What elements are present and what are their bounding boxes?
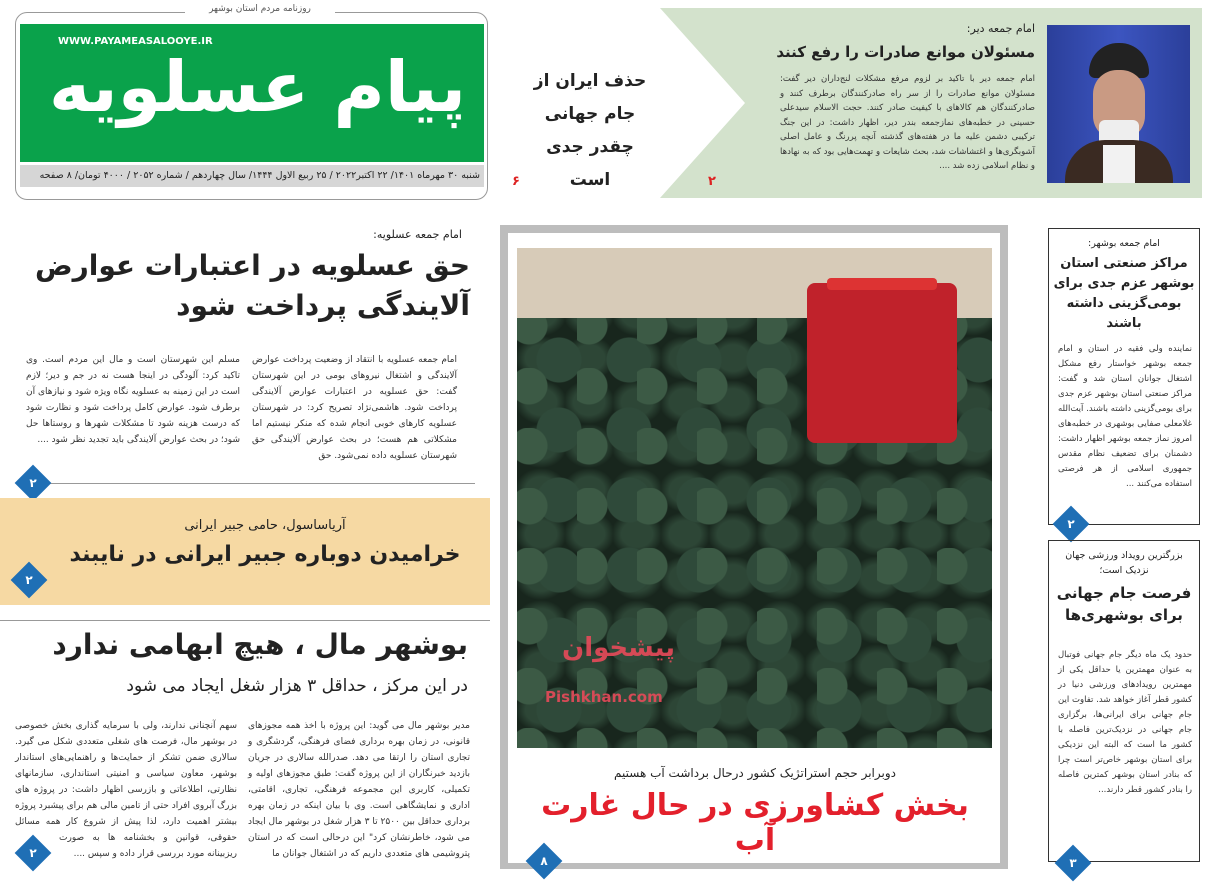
website: WWW.PAYAMEASALOOYE.IR — [58, 36, 213, 47]
top-story-page: ۲ — [708, 174, 716, 189]
portrait — [1047, 25, 1190, 183]
side2-body: حدود یک ماه دیگر جام جهانی فوتبال به عنوان مهمترین یا حداقل یکی از مهمترین رویدادهای ورزشی دنیا در کشور قطر آغاز خواهد شد. تفاوت این جام جهانی برای ایرانی‌ها، برگزاری جام جهانی در نزدیک‌ترین فاصله با کشور ما است که البته این نزدیکی برای استان بوشهر خاص‌تر است چرا که بنادر استان بوشهر کمترین فاصله را بنادر کشور قطر دارند... — [1058, 650, 1192, 795]
photo-title[interactable]: بخش کشاورزی در حال غارت آب — [541, 788, 969, 858]
side1-title[interactable]: مراکز صنعتی استان بوشهر عزم جدی برای بومی‌گزینی داشته باشند — [1053, 256, 1195, 331]
side2-title[interactable]: فرصت جام جهانی برای بوشهری‌ها — [1056, 584, 1192, 624]
band-kicker: آریاساسول، حامی جبیر ایرانی — [184, 518, 346, 533]
side1-body: نماینده ولی فقیه در استان و امام جمعه بوشهر خواستار رفع مشکل اشتغال جوانان استان شد و گفت: مراکز صنعتی استان بوشهر عزم جدی برای بومی‌گزینی داشته باشند. آیت‌الله غلامعلی صفایی بوشهری در خطبه‌های امروز نماز جمعه بوشهر اظهار داشت: دشمنان برای تضعیف نظام مقدس جمهوری اسلامی از هر فرصتی استفاده می‌کنند ... — [1058, 344, 1192, 489]
divider — [45, 483, 475, 484]
mall-subtitle: در این مرکز ، حداقل ۳ هزار شغل ایجاد می شود — [126, 676, 468, 696]
page-badge: ۸ — [526, 843, 563, 880]
mall-col-1: مدیر بوشهر مال می گوید: این پروژه با اخذ همه مجوزهای قانونی، در زمان بهره برداری فضای فرهنگی، گردشگری و تجاری استان را ارتقا می دهد. صدرالله سالاری در جریان بازدید خبرنگاران از این پروژه گفت: طبق مجوزهای اولیه و تکمیلی، کاربری این مجموعه فرهنگی، تجاری، اقامتی، اداری و نمایشگاهی است. وی با بیان اینکه در زمان بهره برداری حداقل بین ۲۵۰۰ تا ۳ هزار شغل در بوشهر مال ایجاد می شود، خاطرنشان کرد" این درحالی است که در استان پتروشیمی های متعددی داریم که در اشتغال جوانان ما — [248, 721, 470, 859]
teaser-page: ۶ — [512, 174, 520, 189]
page-badge: ۲ — [11, 562, 48, 599]
watermark-fa: پیشخوان — [562, 633, 675, 663]
page-badge: ۲ — [1053, 506, 1090, 543]
page-badge: ۲ — [15, 835, 52, 872]
lead-title[interactable]: حق عسلویه در اعتبارات عوارض آلایندگی پرداخت شود — [34, 249, 470, 322]
band-title[interactable]: خرامیدن دوباره جبیر ایرانی در نایبند — [69, 542, 461, 567]
dateline: شنبه ۳۰ مهرماه ۱۴۰۱/ ۲۲ اکتبر۲۰۲۲ / ۲۵ ربیع الاول ۱۴۴۴/ سال چهاردهم / شماره ۲۰۵۲ / ۴۰۰۰ تومان/ ۸ صفحه — [20, 165, 484, 187]
lead-kicker: امام جمعه عسلویه: — [373, 228, 462, 241]
lead-col-1: امام جمعه عسلویه با انتقاد از وضعیت پرداخت عوارض آلایندگی و اشتغال نیروهای بومی در این شهرستان گفت: حق عسلویه در اعتبارات عوارض آلایندگی پرداخت شود. هاشمی‌نژاد تصریح کرد: در شهرستان عسلویه کارهای خوبی انجام شده که منکر نیستیم اما مشکلاتی هم هست؛ در بحث عوارض آلایندگی حق شهرستان عسلویه داده نمی‌شود. حق — [252, 355, 457, 461]
page-badge: ۳ — [1055, 845, 1092, 882]
page-badge: ۲ — [15, 465, 52, 502]
watermelon-photo[interactable] — [517, 248, 992, 748]
teaser-title[interactable]: حذف ایران از جام جهانی چقدر جدی است — [533, 71, 647, 190]
photo-kicker: دوبرابر حجم استراتژیک کشور درحال برداشت آب هستیم — [614, 766, 896, 780]
mall-title[interactable]: بوشهر مال ، هیچ ابهامی ندارد — [52, 628, 468, 661]
masthead-tagline: روزنامه مردم استان بوشهر — [185, 4, 335, 14]
mall-col-2: سهم آنچنانی ندارند، ولی با سرمایه گذاری بخش خصوصی در بوشهر مال، فرصت های شغلی متعددی شکل می گیرد. سالاری ضمن تشکر از حمایت‌ها و راهنمایی‌های استاندار بوشهر، معاون سیاسی و امنیتی استانداری، سازمانهای نظارتی، اطلاعاتی و بازرسی اظهار داشت: در پروژه های بزرگ آبروی افراد حتی از تامین مالی هم برای پیشبرد پروژه بیشتر اهمیت دارد، لذا پیش از شروع کار همه مسائل حقوقی، قوانین و بخشنامه ها به صورت ریزبینانه مورد بررسی قرار داده و سپس .... — [15, 721, 237, 859]
side2-kicker: بزرگترین رویداد ورزشی جهان نزدیک است؛ — [1065, 550, 1183, 576]
logo-text: پیام عسلویه — [48, 46, 466, 128]
side1-kicker: امام جمعه بوشهر: — [1088, 238, 1160, 249]
watermark: Pishkhan.com — [545, 688, 663, 706]
top-story-body: امام جمعه دیر با تاکید بر لزوم مرفع مشکلات لنج‌داران دیر گفت: مسئولان موانع صادرات را از سر راه صادرکنندگان برطرف کنند و صادرکنندگان هم کالاهای با کیفیت صادر کنند. حجت الاسلام سیدعلی حسینی در خطبه‌های نمازجمعه بندر دیر، اظهار داشت: در این جنگ ترکیبی دشمن علیه ما در هفته‌های گذشته آنچه پررنگ و عامل اصلی آشوبگری‌ها و اغتشاشات شد، بحث شایعات و تهمت‌هایی بود که به نهادها و نظام اسلامی زده شد .... — [780, 74, 1035, 171]
top-story-title[interactable]: مسئولان موانع صادرات را رفع کنند — [776, 43, 1035, 61]
top-story-kicker: امام جمعه دیر: — [966, 22, 1035, 35]
lead-col-2: مسلم این شهرستان است و مال این مردم است. وی تاکید کرد: آلودگی در اینجا هست نه در جم و دیر؛ لازم است در این زمینه به عسلویه نگاه ویژه شود و نیازهای آن برطرف شود. عوارض کامل پرداخت شود و نظارت شود که درست هزینه شود تا مشکلات شهرها و روستاها حل شود؛ در بحث عوارض آلایندگی باید تجدید نظر شود .... — [26, 355, 240, 445]
logo — [20, 24, 484, 162]
divider — [0, 620, 490, 621]
